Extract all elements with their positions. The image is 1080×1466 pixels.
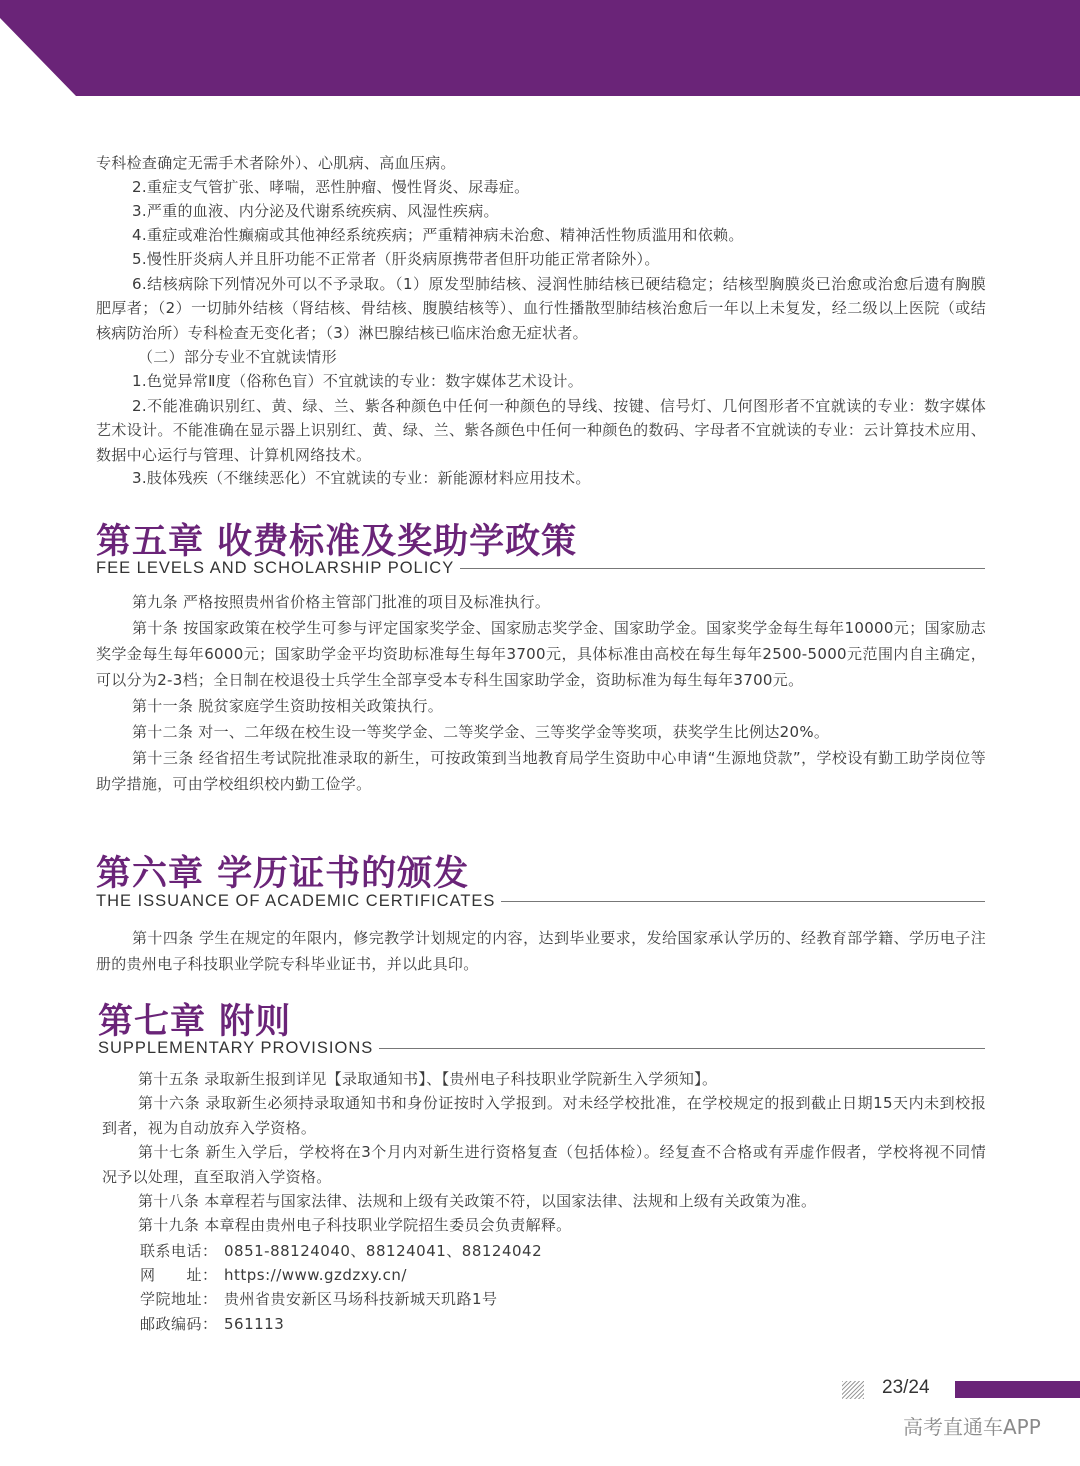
contact-value: 贵州省贵安新区马场科技新城天玑路1号 — [224, 1290, 498, 1309]
contact-label: 邮政编码： — [140, 1314, 218, 1333]
footer-bar — [955, 1381, 1080, 1398]
paragraph: 4.重症或难治性癫痫或其他神经系统疾病；严重精神病未治愈、精神活性物质滥用和依赖。 — [132, 226, 744, 244]
paragraph: 1.色觉异常Ⅱ度（俗称色盲）不宜就读的专业：数字媒体艺术设计。 — [132, 372, 583, 390]
article: 第十四条 学生在规定的年限内，修完教学计划规定的内容，达到毕业要求，发给国家承认学历的、经教育部学籍、学历电子注册的贵州电子科技职业学院专科毕业证书，并以此具印。 — [96, 929, 986, 973]
paragraph: 3.肢体残疾（不继续恶化）不宜就读的专业：新能源材料应用技术。 — [132, 469, 591, 487]
chapter-subtitle — [98, 1038, 985, 1058]
contact-value: 561113 — [224, 1314, 285, 1333]
divider — [460, 568, 985, 569]
divider — [379, 1048, 985, 1049]
article: 第十七条 新生入学后，学校将在3个月内对新生进行资格复查（包括体检）。经复查不合格或有弄虚作假者，学校将视不同情况予以处理，直至取消入学资格。 — [102, 1143, 986, 1186]
article: 第十一条 脱贫家庭学生资助按相关政策执行。 — [132, 697, 444, 715]
article: 第十八条 本章程若与国家法律、法规和上级有关政策不符，以国家法律、法规和上级有关政策为准。 — [138, 1192, 817, 1211]
article: 第十三条 经省招生考试院批准录取的新生，可按政策到当地教育局学生资助中心申请“生源地贷款”，学校设有勤工助学岗位等助学措施，可由学校组织校内勤工俭学。 — [96, 749, 986, 793]
chapter-title: 第六章 学历证书的颁发 — [96, 854, 470, 894]
paragraph: 6.结核病除下列情况外可以不予录取。（1）原发型肺结核、浸润性肺结核已硬结稳定；结核型胸膜炎已治愈或治愈后遗有胸膜肥厚者；（2）一切肺外结核（肾结核、骨结核、腹膜结核等）、血行性播散型肺结核治愈后一年以上未复发，经二级以上医院（或结核病防治所）专科检查无变化者；（3）淋巴腺结核已临床治愈无症状者。 — [96, 275, 986, 342]
paragraph: 5.慢性肝炎病人并且肝功能不正常者（肝炎病原携带者但肝功能正常者除外）。 — [132, 250, 660, 268]
website-link[interactable]: https://www.gzdzxy.cn/ — [224, 1266, 407, 1285]
paragraph: 3.严重的血液、内分泌及代谢系统疾病、风湿性疾病。 — [132, 202, 499, 220]
chapter7-body — [102, 1067, 986, 1238]
contact-address — [140, 1287, 542, 1311]
paragraph: 2.重症支气管扩张、哮喘，恶性肿瘤、慢性肾炎、尿毒症。 — [132, 178, 530, 196]
article: 第九条 严格按照贵州省价格主管部门批准的项目及标准执行。 — [132, 593, 551, 611]
page-number: 23/24 — [882, 1377, 930, 1398]
contact-label: 网 址： — [140, 1266, 218, 1285]
contact-website — [140, 1263, 542, 1287]
header-band — [0, 0, 1080, 96]
chapter-title: 第五章 收费标准及奖助学政策 — [96, 522, 578, 562]
chapter-title: 第七章 附则 — [98, 1002, 292, 1042]
article: 第十条 按国家政策在校学生可参与评定国家奖学金、国家励志奖学金、国家助学金。国家奖学金每生每年10000元；国家励志奖学金每生每年6000元；国家助学金平均资助标准每生每年3700元，具体标准由高校在每生每年2500-5000元范围内自主确定，可以分为2-3档；全日制在校退役士兵学生全部享受本专科生国家助学金，资助标准为每生每年3700元。 — [96, 619, 986, 689]
watermark: 高考直通车APP — [903, 1415, 1041, 1439]
contact-label: 学院地址： — [140, 1290, 218, 1309]
chapter-subtitle — [96, 891, 985, 911]
hatch-decoration — [842, 1381, 864, 1399]
chapter-subtitle-text: SUPPLEMENTARY PROVISIONS — [98, 1038, 374, 1057]
chapter-subtitle — [96, 558, 985, 578]
article: 第十五条 录取新生报到详见【录取通知书】、【贵州电子科技职业学院新生入学须知】。 — [138, 1070, 718, 1088]
contact-phone — [140, 1239, 542, 1263]
contact-postcode — [140, 1312, 542, 1336]
contact-info — [140, 1239, 542, 1336]
paragraph: 专科检查确定无需手术者除外）、心肌病、高血压病。 — [96, 154, 456, 172]
article: 第十九条 本章程由贵州电子科技职业学院招生委员会负责解释。 — [138, 1216, 572, 1235]
contact-value: 0851-88124040、88124041、88124042 — [224, 1242, 543, 1260]
contact-label: 联系电话： — [140, 1242, 218, 1260]
chapter6-body — [96, 925, 986, 977]
article: 第十二条 对一、二年级在校生设一等奖学金、二等奖学金、三等奖学金等奖项，获奖学生比例达20%。 — [132, 723, 830, 741]
chapter-subtitle-text: THE ISSUANCE OF ACADEMIC CERTIFICATES — [96, 891, 496, 910]
chapter5-body — [96, 589, 986, 797]
chapter-subtitle-text: FEE LEVELS AND SCHOLARSHIP POLICY — [96, 558, 455, 577]
divider — [501, 901, 985, 902]
subheading: （二）部分专业不宜就读情形 — [138, 348, 337, 366]
paragraph: 2.不能准确识别红、黄、绿、兰、紫各种颜色中任何一种颜色的导线、按键、信号灯、几何图形者不宜就读的专业：数字媒体艺术设计。不能准确在显示器上识别红、黄、绿、兰、紫各颜色中任何一种颜色的数码、字母者不宜就读的专业：云计算技术应用、数据中心运行与管理、计算机网络技术。 — [96, 397, 986, 464]
article: 第十六条 录取新生必须持录取通知书和身份证按时入学报到。对未经学校批准，在学校规定的报到截止日期15天内未到校报到者，视为自动放弃入学资格。 — [102, 1094, 986, 1137]
